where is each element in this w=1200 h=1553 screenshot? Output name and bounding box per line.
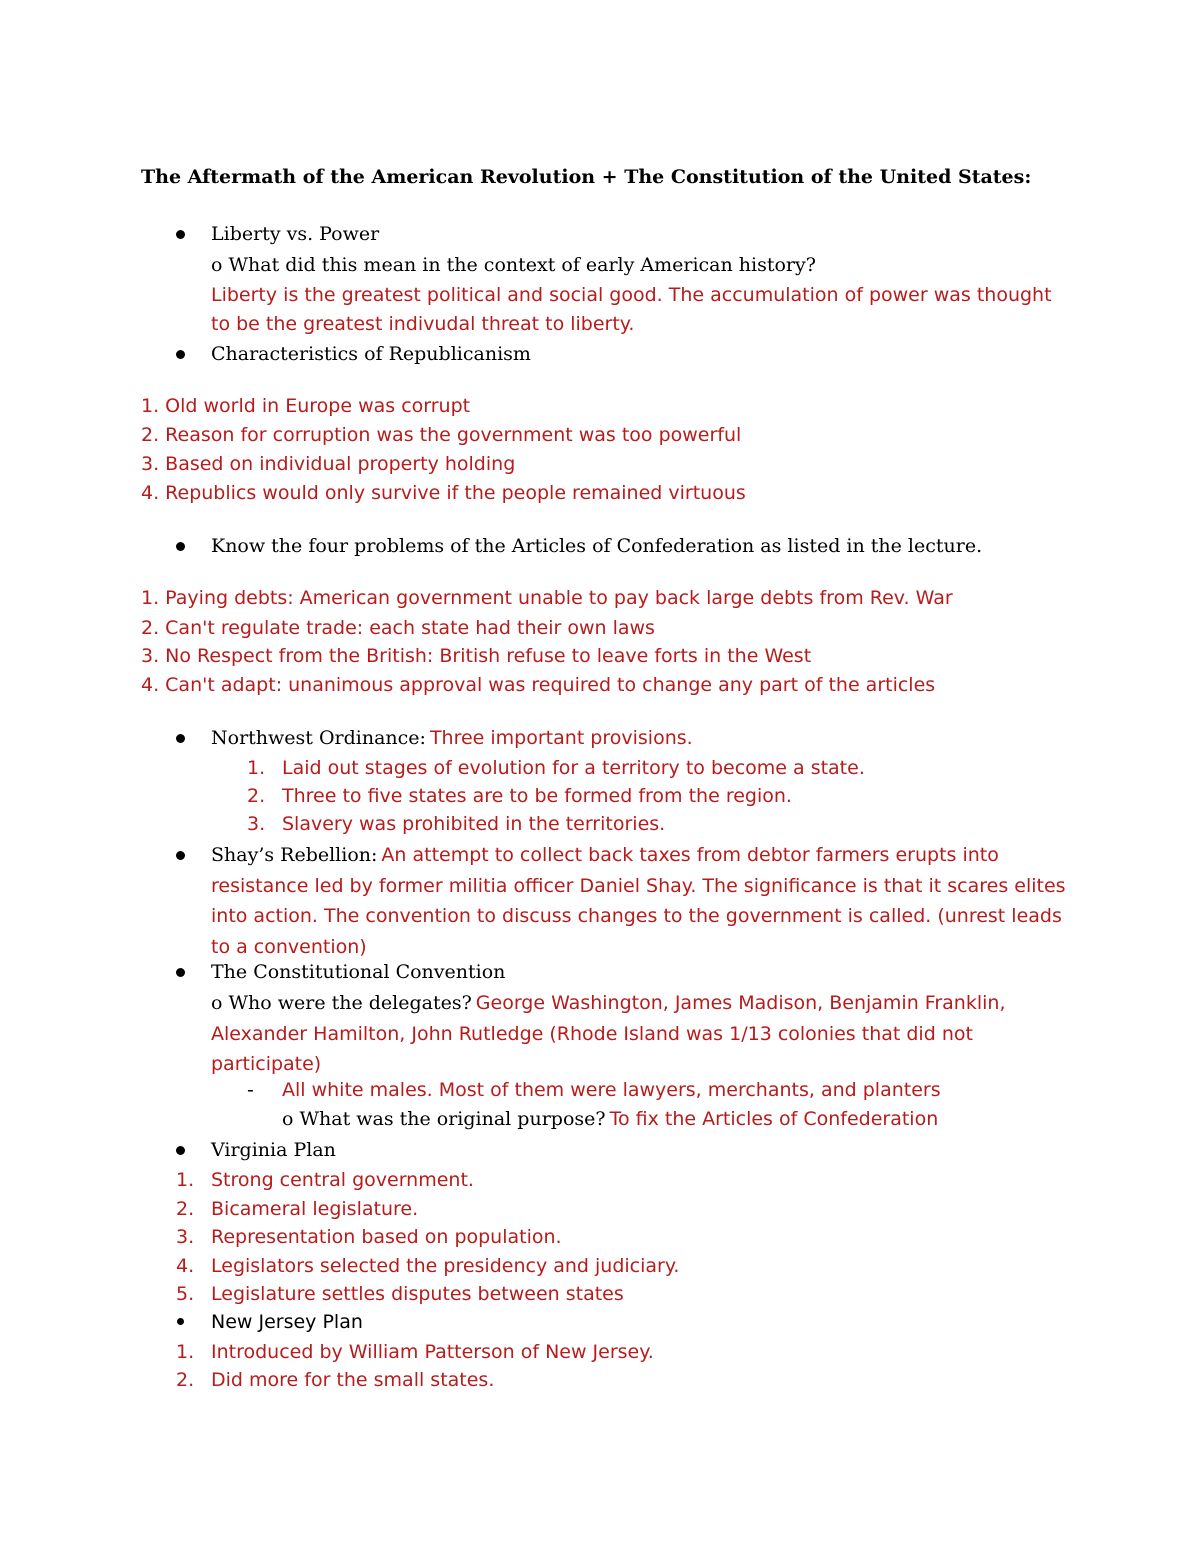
convention-question2: o What was the original purpose? [282,1108,606,1130]
virginia-item-text: Bicameral legislature. [211,1198,419,1220]
newjersey-heading: New Jersey Plan [211,1311,363,1333]
bullet-icon [176,1146,185,1155]
articles-item: 1. Paying debts: American government unable to pay back large debts from Rev. War [141,587,953,609]
republicanism-heading: Characteristics of Republicanism [211,343,531,365]
newjersey-item-text: Did more for the small states. [211,1369,495,1391]
northwest-item-number: 1. [247,757,266,779]
bullet-icon [176,968,185,977]
republicanism-item: 4. Republics would only survive if the people remained virtuous [141,482,746,504]
virginia-item-text: Representation based on population. [211,1226,562,1248]
newjersey-item-number: 2. [176,1369,195,1391]
virginia-item-text: Legislators selected the presidency and judiciary. [211,1255,680,1277]
virginia-heading: Virginia Plan [211,1139,336,1161]
virginia-item-text: Legislature settles disputes between states [211,1283,624,1305]
document-title: The Aftermath of the American Revolution + The Constitution of the United States: [141,166,1032,188]
convention-answer1: George Washington, James Madison, Benjamin Franklin, Alexander Hamilton, John Rutledge (Rhode Island was 1/13 colonies that did not participate) [211,992,1006,1076]
shays-paragraph [211,841,1071,964]
articles-item: 3. No Respect from the British: British refuse to leave forts in the West [141,645,812,667]
republicanism-item: 1. Old world in Europe was corrupt [141,395,471,417]
liberty-question: o What did this mean in the context of early American history? [211,254,816,276]
northwest-item-number: 2. [247,785,266,807]
liberty-question-line [211,251,1006,281]
bullet-icon [176,542,185,551]
liberty-answer: Liberty is the greatest political and social good. The accumulation of power was thought to be the greatest indivudal threat to liberty. [211,284,1052,335]
bullet-icon [176,734,185,743]
republicanism-item: 3. Based on individual property holding [141,453,516,475]
virginia-item-number: 3. [176,1226,195,1248]
shays-label: Shay’s Rebellion: [211,844,378,866]
convention-question1: o Who were the delegates? [211,992,472,1014]
virginia-item-number: 5. [176,1283,195,1305]
virginia-item-text: Strong central government. [211,1169,474,1191]
articles-heading: Know the four problems of the Articles of Confederation as listed in the lecture. [211,535,983,557]
bullet-icon [177,1318,184,1325]
convention-purpose-line [282,1105,938,1135]
convention-heading: The Constitutional Convention [211,961,506,983]
bullet-icon [176,350,185,359]
northwest-line [211,724,693,754]
northwest-item-text: Slavery was prohibited in the territories. [282,813,666,835]
convention-answer2: To fix the Articles of Confederation [609,1108,939,1130]
republicanism-item: 2. Reason for corruption was the government was too powerful [141,424,742,446]
virginia-item-number: 1. [176,1169,195,1191]
articles-item: 4. Can't adapt: unanimous approval was required to change any part of the articles [141,674,936,696]
virginia-item-number: 4. [176,1255,195,1277]
bullet-icon [176,851,185,860]
dash-marker: - [247,1079,254,1101]
liberty-hidden-answer: To most Americans, [819,254,1006,276]
bullet-icon [176,230,185,239]
northwest-label: Northwest Ordinance: [211,727,426,749]
virginia-item-number: 2. [176,1198,195,1220]
newjersey-item-text: Introduced by William Patterson of New Jersey. [211,1341,654,1363]
articles-item: 2. Can't regulate trade: each state had their own laws [141,617,655,639]
convention-delegates [211,989,1061,1081]
northwest-answer: Three important provisions. [429,727,693,749]
northwest-item-text: Laid out stages of evolution for a territory to become a state. [282,757,865,779]
convention-answer1b: All white males. Most of them were lawyers, merchants, and planters [282,1079,941,1101]
northwest-item-number: 3. [247,813,266,835]
northwest-item-text: Three to five states are to be formed from the region. [282,785,792,807]
shays-answer: An attempt to collect back taxes from debtor farmers erupts into resistance led by former militia officer Daniel Shay. The significance is that it scares elites into action. The convention to discuss changes to the government is called. (unrest leads to a convention) [211,844,1066,959]
liberty-heading: Liberty vs. Power [211,223,380,245]
newjersey-item-number: 1. [176,1341,195,1363]
